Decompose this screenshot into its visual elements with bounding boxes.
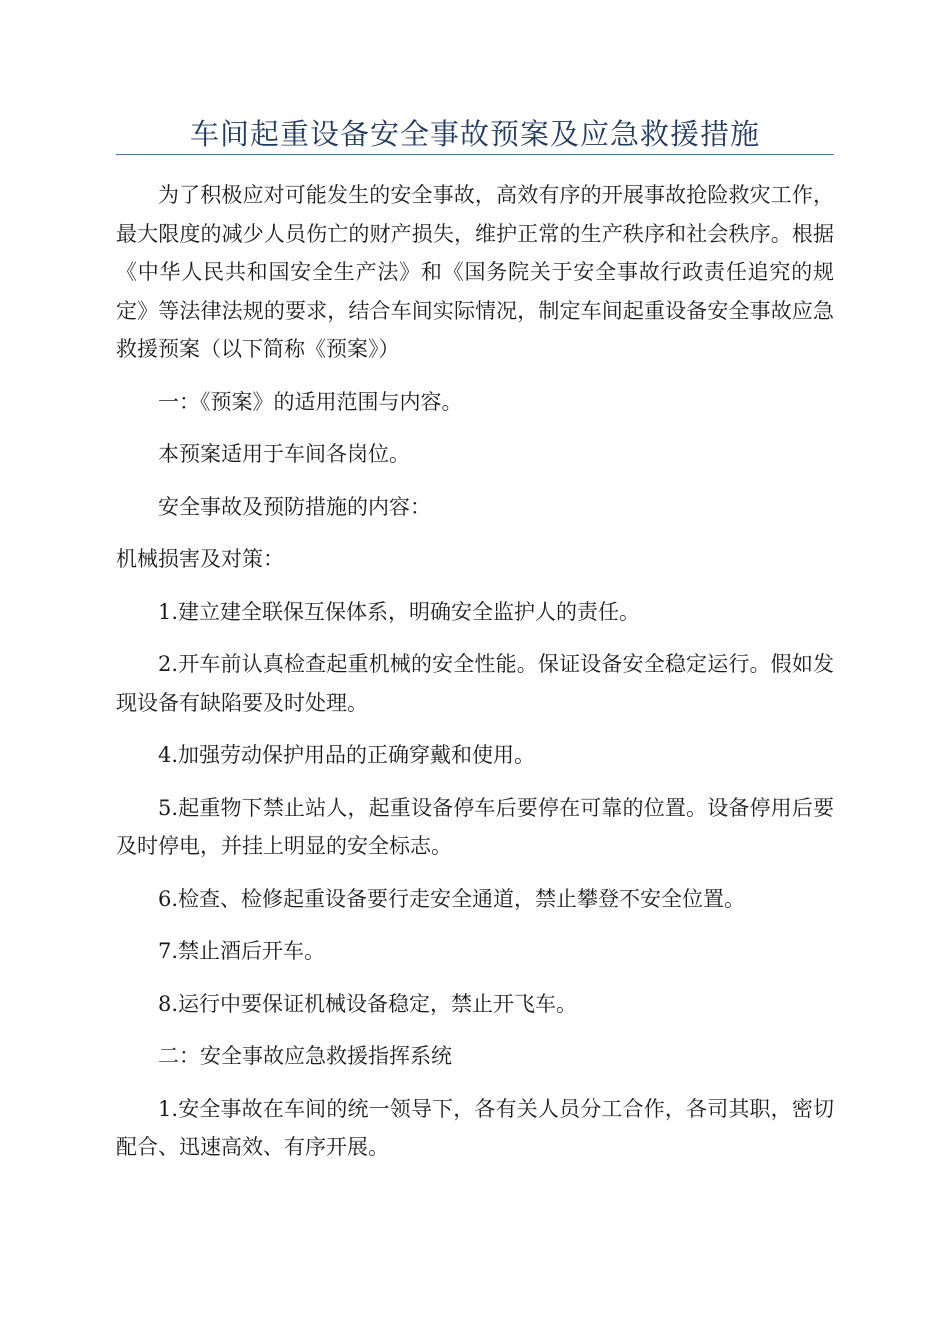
list-item-command-1: 1.安全事故在车间的统一领导下，各有关人员分工合作，各司其职，密切配合、迅速高效、有序开展。 <box>116 1096 834 1159</box>
list-item-7: 7.禁止酒后开车。 <box>158 939 326 963</box>
list-item-4: 4.加强劳动保护用品的正确穿戴和使用。 <box>158 743 536 767</box>
paragraph-contents: 安全事故及预防措施的内容： <box>158 494 431 519</box>
list-item-5: 5.起重物下禁止站人，起重设备停车后要停在可靠的位置。设备停用后要及时停电，并挂上明显的安全标志。 <box>116 795 834 858</box>
document-title: 车间起重设备安全事故预案及应急救援措施 <box>189 117 760 151</box>
title-underline <box>116 154 834 155</box>
paragraph-scope: 本预案适用于车间各岗位。 <box>158 442 410 466</box>
list-item-6: 6.检查、检修起重设备要行走安全通道，禁止攀登不安全位置。 <box>158 886 746 911</box>
document-body <box>116 176 834 1181</box>
subheading-mechanical-damage: 机械损害及对策： <box>116 547 284 571</box>
section-heading-1: 一：《预案》的适用范围与内容。 <box>158 389 463 414</box>
paragraph-intro: 为了积极应对可能发生的安全事故，高效有序的开展事故抢险救灾工作，最大限度的减少人员伤亡的财产损失，维护正常的生产秩序和社会秩序。根据《中华人民共和国安全生产法》和《国务院关于安全事故行政责任追究的规定》等法律法规的要求，结合车间实际情况，制定车间起重设备安全事故应急救援预案（以下简称《预案》） <box>116 183 834 361</box>
section-heading-2: 二：安全事故应急救援指挥系统 <box>158 1044 452 1068</box>
list-item-2: 2.开车前认真检查起重机械的安全性能。保证设备安全稳定运行。假如发现设备有缺陷要及时处理。 <box>116 652 834 715</box>
list-item-8: 8.运行中要保证机械设备稳定，禁止开飞车。 <box>158 991 578 1016</box>
list-item-1: 1.建立建全联保互保体系，明确安全监护人的责任。 <box>158 599 641 624</box>
